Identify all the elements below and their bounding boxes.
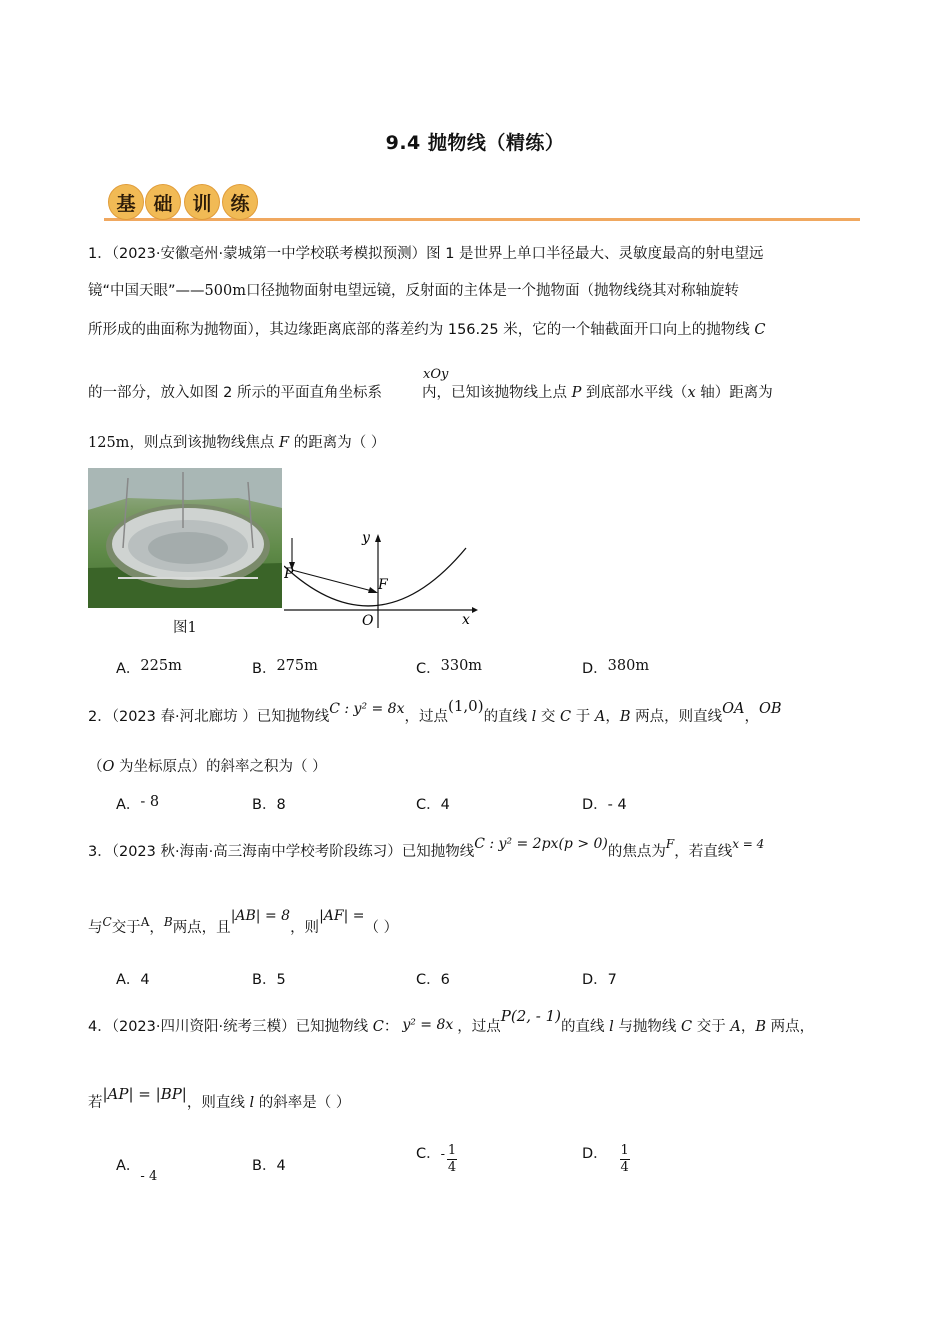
q1-option-b[interactable]: B．275m <box>252 658 318 677</box>
q2-option-d[interactable]: D．- 4 <box>582 797 627 813</box>
q2-line-1: 2．（2023 春·河北廊坊 ）已知抛物线C : y² = 8x，过点(1,0)的直线 l 交 C 于 A，B 两点，则直线OA，OB <box>88 697 782 725</box>
q3-option-d[interactable]: D．7 <box>582 972 617 988</box>
q1-option-a[interactable]: A．225m <box>116 658 182 677</box>
parabola-figure <box>284 528 480 628</box>
q4-option-c[interactable]: C．- $\frac{1}{4}$ <box>416 1143 457 1175</box>
q1-option-c[interactable]: C．330m <box>416 658 483 677</box>
reflected-ray <box>292 570 376 592</box>
section-char-2: 础 <box>145 184 181 220</box>
x-axis-arrow <box>472 607 478 613</box>
figure-caption: 图1 <box>173 620 197 636</box>
q1-line-5: 125m，则点到该抛物线焦点 F 的距离为（ ） <box>88 435 386 451</box>
q1-line-3: 所形成的曲面称为抛物面），其边缘距离底部的落差约为 156.25 米，它的一个轴截面开口向上的抛物线 C <box>88 322 766 338</box>
q2-option-a[interactable]: A．- 8 <box>116 794 160 813</box>
q4-option-d-fraction: $\frac{1}{4}$ <box>620 1143 629 1175</box>
y-axis-label: y <box>362 530 370 546</box>
q1-coord-system: xOy <box>423 367 449 382</box>
q2-option-c[interactable]: C．4 <box>416 797 450 813</box>
q1-line-1: 1．（2023·安徽亳州·蒙城第一中学校联考模拟预测）图 1 是世界上单口半径最大、灵敏度最高的射电望远 <box>88 246 764 262</box>
fast-telescope-photo <box>88 468 282 608</box>
q3-line-2: 与$^C$交于$^A$，$^B$两点，且|AB| = 8，则|AF| =（ ） <box>88 908 399 936</box>
q4-option-a[interactable]: A．- 4 <box>116 1158 158 1184</box>
q4-line-1: 4．（2023·四川资阳·统考三模）已知抛物线 C： y² = 8x ，过点P(2, - 1)的直线 l 与抛物线 C 交于 A，B 两点， <box>88 1007 815 1035</box>
q4-option-c-fraction: $\frac{1}{4}$ <box>447 1143 457 1175</box>
y-axis-arrow <box>375 534 381 542</box>
section-header <box>104 182 860 224</box>
section-char-1: 基 <box>108 184 144 220</box>
origin-label: O <box>362 613 374 628</box>
reflected-ray-arrow <box>368 587 378 593</box>
q2-line-2: （O 为坐标原点）的斜率之积为（ ） <box>88 759 327 775</box>
q1-line-4: 的一部分，放入如图 2 所示的平面直角坐标系 内，已知该抛物线上点 P 到底部水平线（x 轴）距离为 <box>88 385 773 401</box>
section-char-3: 训 <box>184 184 220 220</box>
parabola-curve <box>284 548 466 606</box>
point-p-label: P <box>284 566 294 582</box>
q3-option-a[interactable]: A．4 <box>116 972 150 988</box>
q1-option-d[interactable]: D．380m <box>582 658 650 677</box>
page-title: 9.4 抛物线（精练） <box>385 132 565 154</box>
q4-line-2: 若|AP| = |BP|，则直线 l 的斜率是（ ） <box>88 1085 351 1111</box>
q3-line-1: 3．（2023 秋·海南·高三海南中学校考阶段练习）已知抛物线C : y² = 2px(p > 0)的焦点为$^F$，若直线$^{x = 4}$ <box>88 836 765 860</box>
focus-f-label: F <box>378 577 388 593</box>
q2-option-b[interactable]: B．8 <box>252 797 286 813</box>
q1-line-2: 镜“中国天眼”——500m口径抛物面射电望远镜，反射面的主体是一个抛物面（抛物线绕其对称轴旋转 <box>88 283 739 299</box>
section-underline <box>104 218 860 221</box>
q4-option-d[interactable]: D． $\frac{1}{4}$ <box>582 1143 629 1175</box>
q4-option-b[interactable]: B．4 <box>252 1158 286 1174</box>
q3-option-b[interactable]: B．5 <box>252 972 286 988</box>
section-char-4: 练 <box>222 184 258 220</box>
q3-option-c[interactable]: C．6 <box>416 972 450 988</box>
x-axis-label: x <box>462 612 470 628</box>
